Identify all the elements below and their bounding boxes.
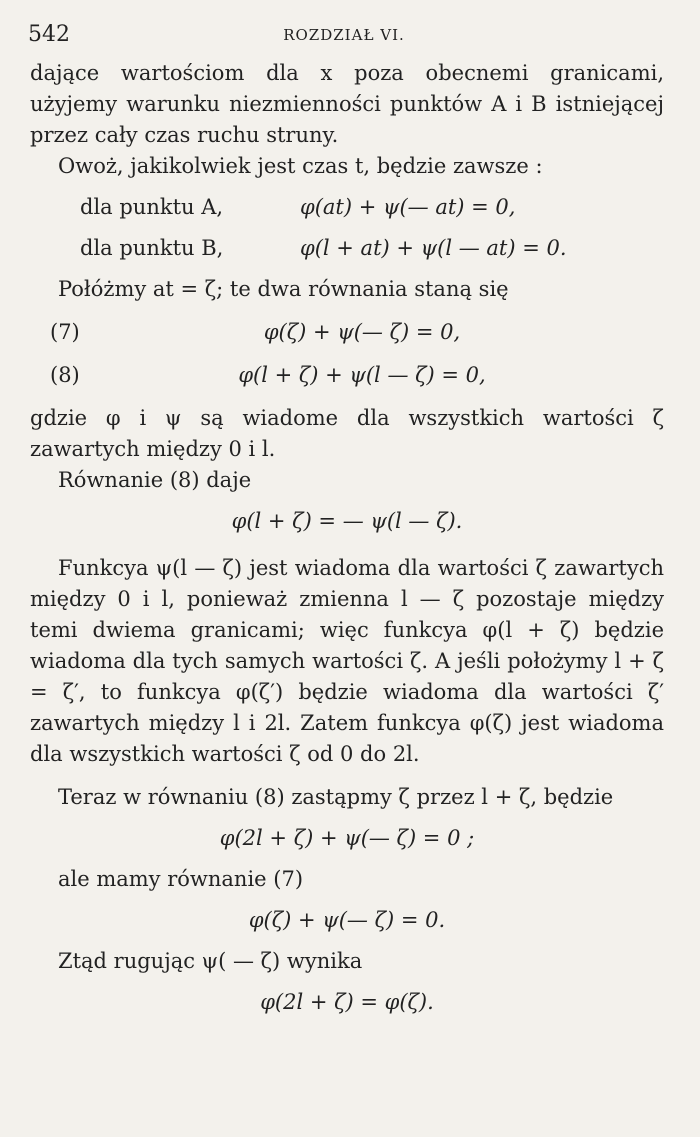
equation-7	[30, 317, 664, 348]
equation-7-number: (7)	[50, 320, 80, 344]
page-header	[28, 22, 660, 52]
point-a-condition	[30, 192, 664, 223]
paragraph-1: dające wartościom dla x poza obecnemi granicami, użyjemy warunku niezmienności punktów A i B istniejącej przez cały czas ruchu struny.	[30, 61, 664, 147]
paragraph-6: Funkcya ψ(l — ζ) jest wiadoma dla wartości ζ zawartych między 0 i l, ponieważ zmienna l — ζ pozostaje między temi dwiema granicami; więc funkcya φ(l + ζ) będzie wiadoma dla tych samych wartości ζ. A jeśli położymy l + ζ = ζ′, to funkcya φ(ζ′) będzie wiadoma dla wartości ζ′ zawartych między l i 2l. Zatem funkcya φ(ζ) jest wiadoma dla wszystkich wartości ζ od 0 do 2l.	[30, 556, 664, 766]
equation-d: φ(2l + ζ) = φ(ζ).	[260, 990, 434, 1014]
equation-7-formula: φ(ζ) + ψ(— ζ) = 0,	[263, 320, 461, 344]
point-a-label: dla punktu A,	[80, 195, 224, 219]
equation-c: φ(ζ) + ψ(— ζ) = 0.	[248, 908, 446, 932]
paragraph-9: Ztąd rugując ψ( — ζ) wynika	[58, 949, 363, 973]
point-b-label: dla punktu B,	[80, 236, 224, 260]
point-a-formula: φ(at) + ψ(— at) = 0,	[300, 195, 516, 219]
paragraph-2: Owoż, jakikolwiek jest czas t, będzie zawsze :	[58, 154, 543, 178]
running-title: ROZDZIAŁ VI.	[283, 26, 405, 44]
equation-8-formula: φ(l + ζ) + ψ(l — ζ) = 0,	[238, 363, 486, 387]
point-b-condition	[30, 233, 664, 264]
paragraph-4: gdzie φ i ψ są wiadome dla wszystkich wartości ζ zawartych między 0 i l.	[30, 406, 664, 461]
paragraph-3: Połóżmy at = ζ; te dwa równania staną się	[58, 277, 509, 301]
paragraph-8: ale mamy równanie (7)	[58, 867, 304, 891]
paragraph-7: Teraz w równaniu (8) zastąpmy ζ przez l + ζ, będzie	[58, 785, 614, 809]
page-number: 542	[28, 22, 70, 47]
equation-a: φ(l + ζ) = — ψ(l — ζ).	[231, 509, 463, 533]
equation-b: φ(2l + ζ) + ψ(— ζ) = 0 ;	[219, 826, 475, 850]
equation-8-number: (8)	[50, 363, 80, 387]
point-b-formula: φ(l + at) + ψ(l — at) = 0.	[300, 236, 567, 260]
paragraph-5: Równanie (8) daje	[58, 468, 252, 492]
equation-8	[30, 360, 664, 391]
page-body	[30, 58, 664, 1028]
